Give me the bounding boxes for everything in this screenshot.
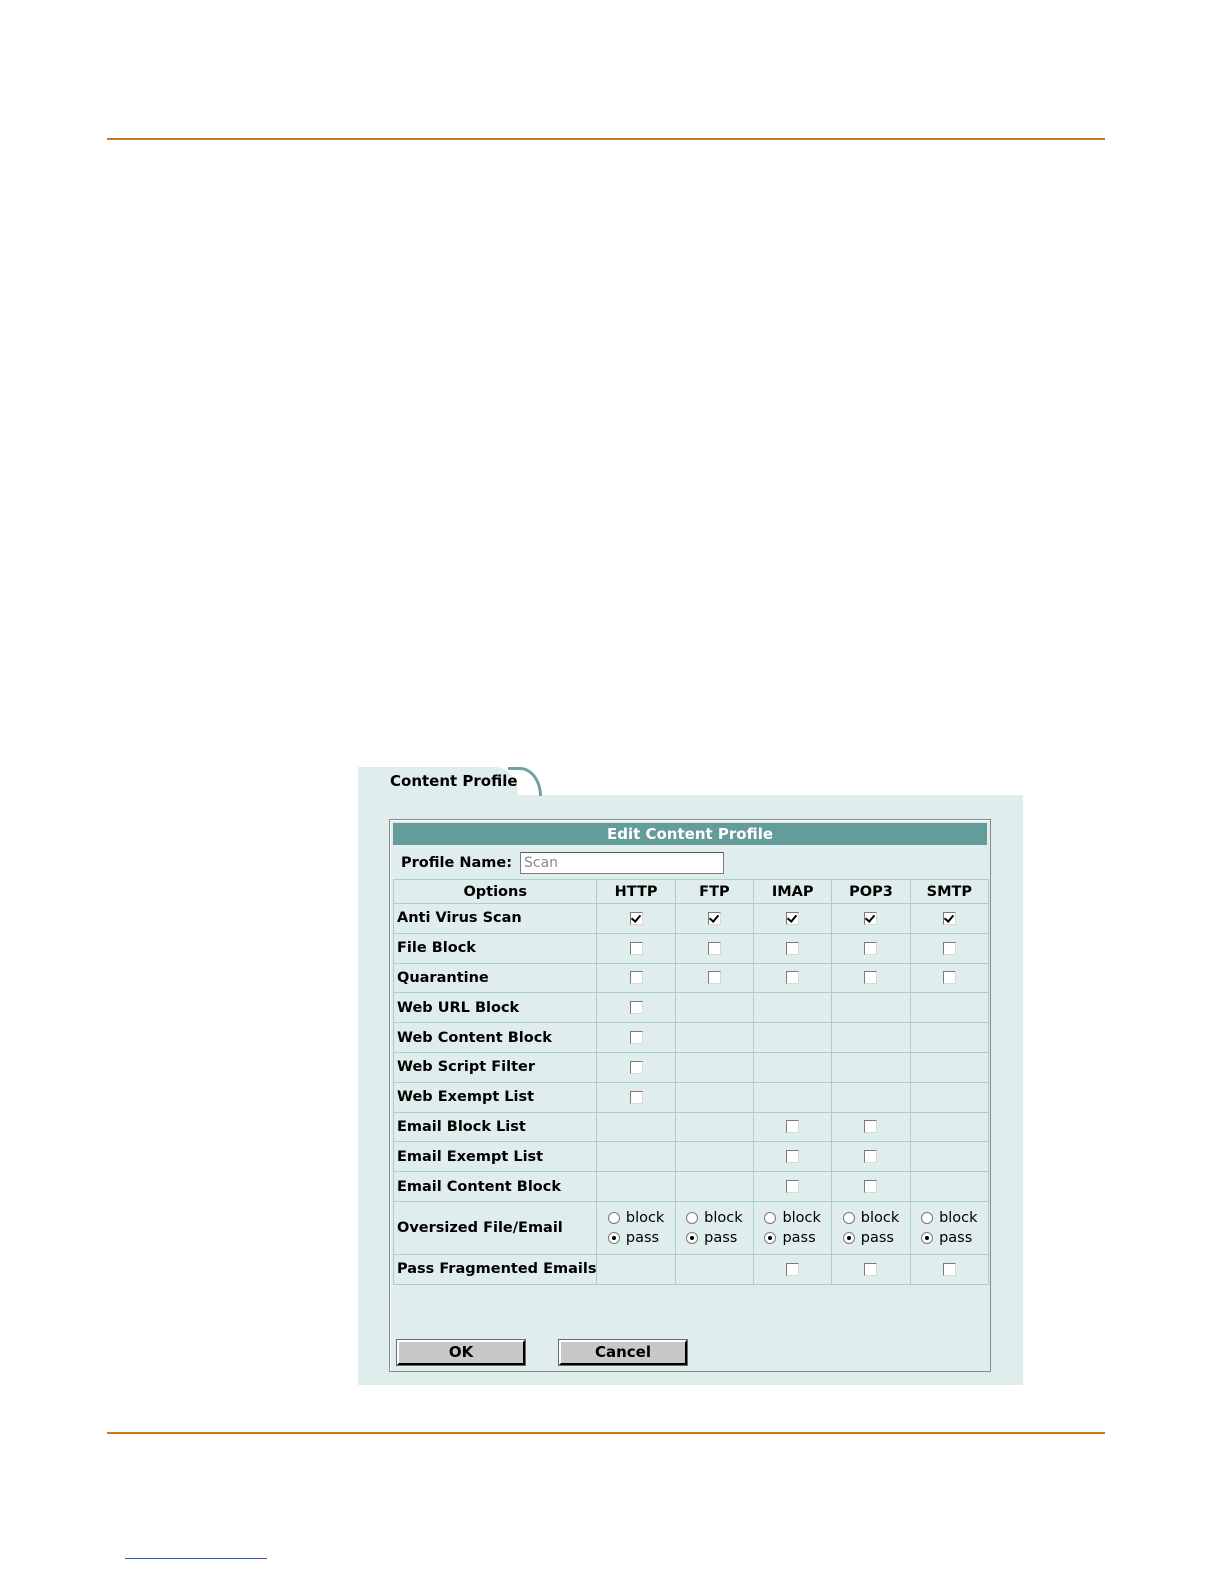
radio-block[interactable] xyxy=(686,1212,698,1224)
cell-pop3 xyxy=(832,1112,910,1142)
option-label: Web Exempt List xyxy=(394,1082,597,1112)
cell-imap xyxy=(754,1112,832,1142)
profile-name-label: Profile Name: xyxy=(401,855,513,871)
cell-http xyxy=(597,1112,675,1142)
table-row xyxy=(394,933,989,963)
radio-option-block[interactable] xyxy=(608,1210,664,1226)
cell-smtp xyxy=(910,1112,988,1142)
cancel-button[interactable]: Cancel xyxy=(559,1340,687,1365)
cell-imap xyxy=(754,1254,832,1284)
table-row xyxy=(394,1201,989,1254)
cell-smtp xyxy=(910,1172,988,1202)
cell-imap xyxy=(754,1023,832,1053)
checkbox-imap[interactable] xyxy=(786,1120,799,1133)
option-label: Pass Fragmented Emails xyxy=(394,1254,597,1284)
cell-pop3 xyxy=(832,993,910,1023)
checkbox-imap[interactable] xyxy=(786,912,799,925)
checkbox-pop3[interactable] xyxy=(864,942,877,955)
radio-block[interactable] xyxy=(921,1212,933,1224)
cell-imap xyxy=(754,1082,832,1112)
tab-content-profile[interactable] xyxy=(358,767,518,796)
column-header: HTTP xyxy=(597,880,675,904)
table-row xyxy=(394,1023,989,1053)
checkbox-http[interactable] xyxy=(630,942,643,955)
radio-block[interactable] xyxy=(608,1212,620,1224)
cell-ftp xyxy=(675,1142,753,1172)
radio-pass[interactable] xyxy=(764,1232,776,1244)
checkbox-pop3[interactable] xyxy=(864,1263,877,1276)
radio-option-block[interactable] xyxy=(764,1210,820,1226)
cell-http xyxy=(597,963,675,993)
cell-pop3 xyxy=(832,904,910,934)
cell-imap xyxy=(754,1142,832,1172)
option-label: Email Block List xyxy=(394,1112,597,1142)
table-row xyxy=(394,1254,989,1284)
cell-ftp xyxy=(675,993,753,1023)
radio-pass[interactable] xyxy=(686,1232,698,1244)
cell-ftp xyxy=(675,904,753,934)
tab-curve-decoration xyxy=(508,767,542,796)
checkbox-pop3[interactable] xyxy=(864,971,877,984)
table-row xyxy=(394,1142,989,1172)
radio-pass[interactable] xyxy=(608,1232,620,1244)
column-header: FTP xyxy=(675,880,753,904)
cell-pop3 xyxy=(832,963,910,993)
cell-smtp xyxy=(910,993,988,1023)
cell-pop3 xyxy=(832,1201,910,1254)
checkbox-imap[interactable] xyxy=(786,971,799,984)
radio-option-pass[interactable] xyxy=(686,1230,737,1246)
radio-label: pass xyxy=(782,1229,816,1246)
checkbox-http[interactable] xyxy=(630,912,643,925)
cell-imap xyxy=(754,1172,832,1202)
tab-label: Content Profile xyxy=(390,772,518,790)
radio-group-imap xyxy=(764,1210,820,1246)
cell-imap xyxy=(754,1052,832,1082)
checkbox-pop3[interactable] xyxy=(864,912,877,925)
cell-pop3 xyxy=(832,1142,910,1172)
radio-label: pass xyxy=(860,1229,894,1246)
column-header: Options xyxy=(394,880,597,904)
radio-block[interactable] xyxy=(764,1212,776,1224)
radio-group-ftp xyxy=(686,1210,742,1246)
table-header-row xyxy=(394,880,989,904)
option-label: Oversized File/Email xyxy=(394,1201,597,1254)
checkbox-pop3[interactable] xyxy=(864,1150,877,1163)
radio-option-pass[interactable] xyxy=(764,1230,815,1246)
cell-smtp xyxy=(910,904,988,934)
radio-option-block[interactable] xyxy=(843,1210,899,1226)
cell-http xyxy=(597,1201,675,1254)
radio-pass[interactable] xyxy=(843,1232,855,1244)
option-label: Email Exempt List xyxy=(394,1142,597,1172)
cell-smtp xyxy=(910,963,988,993)
option-label: Anti Virus Scan xyxy=(394,904,597,934)
checkbox-imap[interactable] xyxy=(786,1180,799,1193)
radio-label: pass xyxy=(704,1229,738,1246)
cell-pop3 xyxy=(832,1082,910,1112)
table-row xyxy=(394,963,989,993)
cell-smtp xyxy=(910,1254,988,1284)
cell-pop3 xyxy=(832,933,910,963)
column-header: SMTP xyxy=(910,880,988,904)
checkbox-smtp[interactable] xyxy=(943,1263,956,1276)
option-label: File Block xyxy=(394,933,597,963)
radio-option-block[interactable] xyxy=(921,1210,977,1226)
checkbox-imap[interactable] xyxy=(786,1263,799,1276)
cell-ftp xyxy=(675,1201,753,1254)
cell-smtp xyxy=(910,1142,988,1172)
cell-imap xyxy=(754,963,832,993)
cell-pop3 xyxy=(832,1023,910,1053)
cell-pop3 xyxy=(832,1052,910,1082)
cell-ftp xyxy=(675,1052,753,1082)
table-row xyxy=(394,904,989,934)
content-profile-panel xyxy=(358,767,1023,1385)
cell-http xyxy=(597,1052,675,1082)
cell-pop3 xyxy=(832,1172,910,1202)
checkbox-smtp[interactable] xyxy=(943,912,956,925)
cell-pop3 xyxy=(832,1254,910,1284)
radio-group-smtp xyxy=(921,1210,977,1246)
options-table xyxy=(393,879,989,1285)
cell-smtp xyxy=(910,1082,988,1112)
cell-http xyxy=(597,1082,675,1112)
table-row xyxy=(394,1112,989,1142)
radio-label: block xyxy=(704,1209,743,1226)
cell-ftp xyxy=(675,963,753,993)
checkbox-http[interactable] xyxy=(630,1001,643,1014)
checkbox-ftp[interactable] xyxy=(708,942,721,955)
cell-ftp xyxy=(675,1082,753,1112)
cell-http xyxy=(597,933,675,963)
radio-label: block xyxy=(860,1209,900,1226)
dialog-title: Edit Content Profile xyxy=(393,823,987,845)
checkbox-smtp[interactable] xyxy=(943,942,956,955)
cell-ftp xyxy=(675,1112,753,1142)
radio-label: block xyxy=(939,1209,978,1226)
header-rule xyxy=(107,138,1105,140)
table-row xyxy=(394,1082,989,1112)
column-header: POP3 xyxy=(832,880,910,904)
option-label: Web URL Block xyxy=(394,993,597,1023)
checkbox-ftp[interactable] xyxy=(708,912,721,925)
checkbox-imap[interactable] xyxy=(786,942,799,955)
cell-http xyxy=(597,1023,675,1053)
cell-ftp xyxy=(675,933,753,963)
cell-ftp xyxy=(675,1254,753,1284)
radio-label: block xyxy=(625,1209,665,1226)
radio-option-pass[interactable] xyxy=(608,1230,659,1246)
radio-block[interactable] xyxy=(843,1212,855,1224)
radio-option-pass[interactable] xyxy=(843,1230,894,1246)
option-label: Web Script Filter xyxy=(394,1052,597,1082)
checkbox-http[interactable] xyxy=(630,1091,643,1104)
cell-ftp xyxy=(675,1172,753,1202)
radio-option-block[interactable] xyxy=(686,1210,742,1226)
cell-smtp xyxy=(910,1023,988,1053)
cell-imap xyxy=(754,933,832,963)
cell-http xyxy=(597,904,675,934)
cell-http xyxy=(597,1172,675,1202)
checkbox-pop3[interactable] xyxy=(864,1120,877,1133)
option-label: Email Content Block xyxy=(394,1172,597,1202)
radio-label: pass xyxy=(939,1229,973,1246)
radio-pass[interactable] xyxy=(921,1232,933,1244)
column-header: IMAP xyxy=(754,880,832,904)
cell-imap xyxy=(754,904,832,934)
profile-name-input[interactable] xyxy=(520,852,724,874)
cell-ftp xyxy=(675,1023,753,1053)
radio-group-pop3 xyxy=(843,1210,899,1246)
cell-http xyxy=(597,1142,675,1172)
radio-label: block xyxy=(782,1209,821,1226)
ok-button[interactable]: OK xyxy=(397,1340,525,1365)
table-row xyxy=(394,993,989,1023)
cell-imap xyxy=(754,993,832,1023)
checkbox-http[interactable] xyxy=(630,971,643,984)
footer-link-underline xyxy=(125,1558,267,1559)
table-row xyxy=(394,1172,989,1202)
checkbox-pop3[interactable] xyxy=(864,1180,877,1193)
checkbox-http[interactable] xyxy=(630,1061,643,1074)
radio-group-http xyxy=(608,1210,664,1246)
checkbox-smtp[interactable] xyxy=(943,971,956,984)
cell-smtp xyxy=(910,933,988,963)
cell-http xyxy=(597,993,675,1023)
cell-imap xyxy=(754,1201,832,1254)
footer-rule xyxy=(107,1432,1105,1434)
checkbox-imap[interactable] xyxy=(786,1150,799,1163)
profile-name-row xyxy=(401,852,724,874)
checkbox-http[interactable] xyxy=(630,1031,643,1044)
radio-option-pass[interactable] xyxy=(921,1230,972,1246)
table-row xyxy=(394,1052,989,1082)
edit-content-profile-dialog xyxy=(389,819,991,1372)
radio-label: pass xyxy=(625,1229,660,1246)
cell-http xyxy=(597,1254,675,1284)
cell-smtp xyxy=(910,1201,988,1254)
option-label: Web Content Block xyxy=(394,1023,597,1053)
checkbox-ftp[interactable] xyxy=(708,971,721,984)
cell-smtp xyxy=(910,1052,988,1082)
option-label: Quarantine xyxy=(394,963,597,993)
